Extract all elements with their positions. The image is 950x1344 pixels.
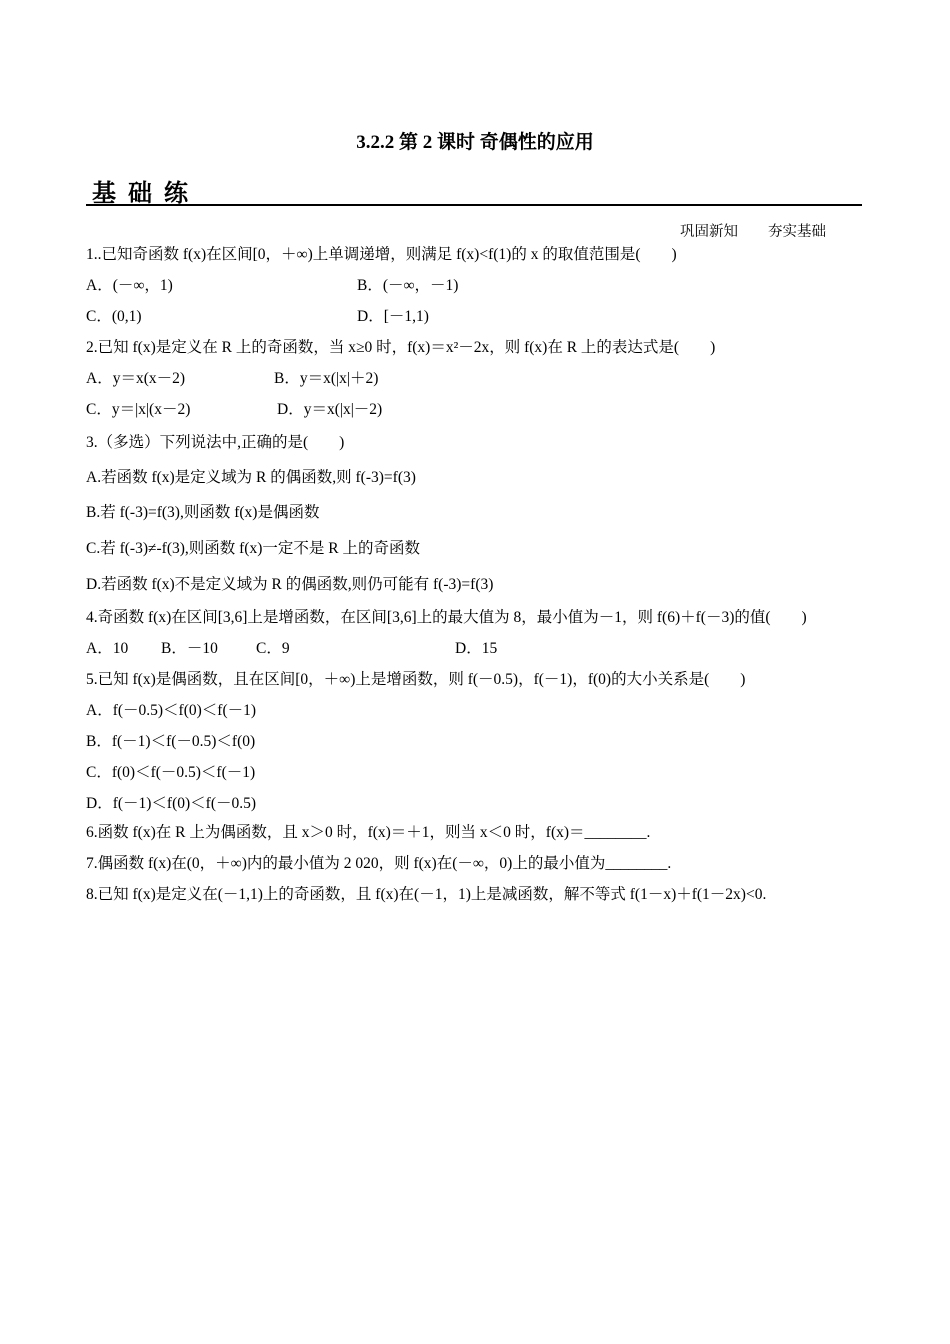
q4-option-a: A．10	[86, 640, 129, 657]
q7-stem: 7.偶函数 f(x)在(0，＋∞)内的最小值为 2 020，则 f(x)在(－∞，0)上的最小值为________.	[86, 855, 672, 872]
q5-option-a: A．f(－0.5)＜f(0)＜f(－1)	[86, 702, 257, 719]
q3-option-b: B.若 f(-3)=f(3),则函数 f(x)是偶函数	[86, 504, 320, 521]
q4-option-b: B．－10	[161, 640, 218, 657]
q5-option-c: C．f(0)＜f(－0.5)＜f(－1)	[86, 764, 256, 781]
q2-option-d: D．y＝x(|x|－2)	[277, 401, 383, 418]
q3-option-a: A.若函数 f(x)是定义域为 R 的偶函数,则 f(-3)=f(3)	[86, 469, 416, 486]
subtitle-1: 巩固新知	[680, 224, 738, 240]
q5-stem: 5.已知 f(x)是偶函数，且在区间[0，＋∞)上是增函数，则 f(－0.5)，f(－1)，f(0)的大小关系是( )	[86, 671, 746, 688]
page-title: 3.2.2 第 2 课时 奇偶性的应用	[356, 132, 594, 153]
section-heading: 基础练	[92, 179, 200, 207]
q4-option-d: D．15	[455, 640, 498, 657]
q1-option-c: C．(0,1)	[86, 308, 142, 325]
q3-option-d: D.若函数 f(x)不是定义域为 R 的偶函数,则仍可能有 f(-3)=f(3)	[86, 576, 494, 593]
q1-option-d: D．[－1,1)	[357, 308, 429, 325]
q3-stem: 3.（多选）下列说法中,正确的是( )	[86, 434, 345, 451]
q8-stem: 8.已知 f(x)是定义在(－1,1)上的奇函数，且 f(x)在(－1，1)上是减函数，解不等式 f(1－x)＋f(1－2x)<0.	[86, 886, 767, 903]
q2-option-a: A．y＝x(x－2)	[86, 370, 186, 387]
q1-stem: 1..已知奇函数 f(x)在区间[0，＋∞)上单调递增，则满足 f(x)<f(1)的 x 的取值范围是( )	[86, 246, 677, 263]
q2-stem: 2.已知 f(x)是定义在 R 上的奇函数，当 x≥0 时，f(x)＝x²－2x，则 f(x)在 R 上的表达式是( )	[86, 339, 716, 356]
q2-option-c: C．y＝|x|(x－2)	[86, 401, 191, 418]
subtitle-2: 夯实基础	[768, 224, 826, 240]
section-subtitle	[680, 220, 856, 241]
q6-stem: 6.函数 f(x)在 R 上为偶函数，且 x＞0 时，f(x)＝＋1，则当 x＜0 时，f(x)＝________.	[86, 824, 651, 841]
q3-option-c: C.若 f(-3)≠-f(3),则函数 f(x)一定不是 R 上的奇函数	[86, 540, 420, 557]
q1-option-a: A．(－∞，1)	[86, 277, 173, 294]
q2-option-b: B．y＝x(|x|＋2)	[274, 370, 379, 387]
q5-option-d: D．f(－1)＜f(0)＜f(－0.5)	[86, 795, 257, 812]
q1-option-b: B．(－∞，－1)	[357, 277, 459, 294]
q5-option-b: B．f(－1)＜f(－0.5)＜f(0)	[86, 733, 256, 750]
section-divider	[86, 204, 862, 206]
q4-option-c: C．9	[256, 640, 290, 657]
q4-stem: 4.奇函数 f(x)在区间[3,6]上是增函数，在区间[3,6]上的最大值为 8，最小值为－1，则 f(6)＋f(－3)的值( )	[86, 609, 807, 626]
